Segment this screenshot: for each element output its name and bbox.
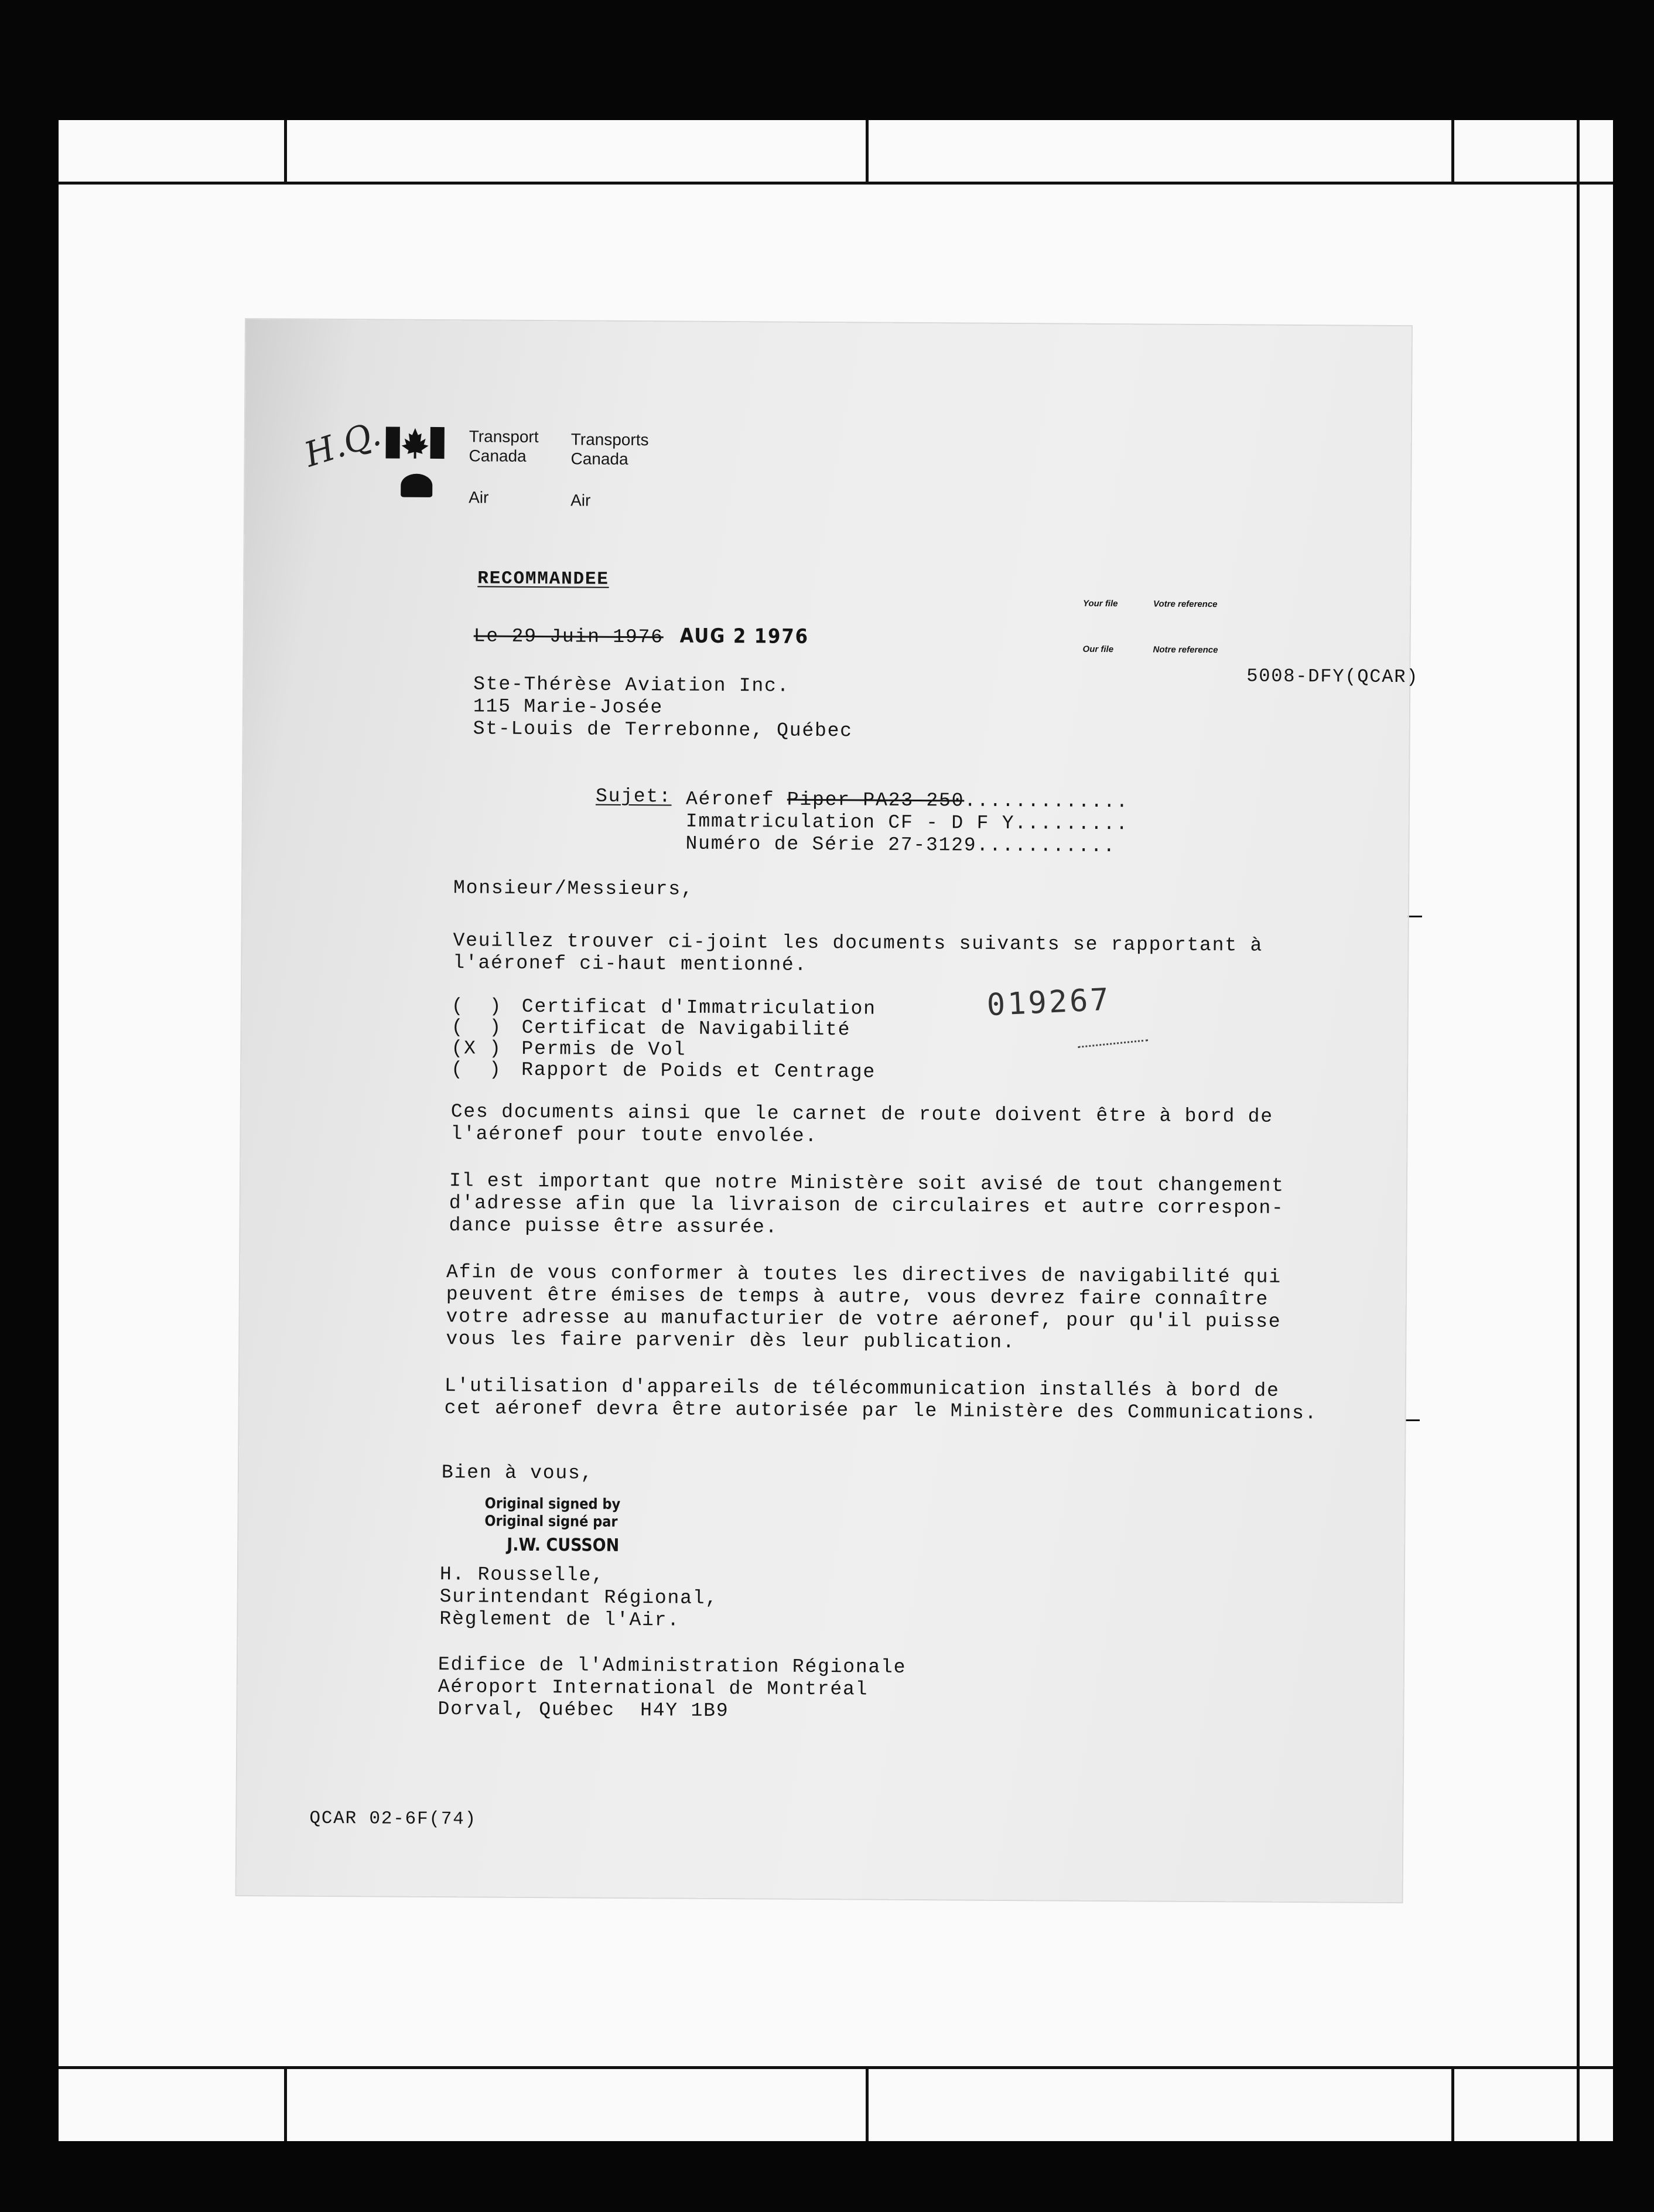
form-code: QCAR 02-6F(74): [309, 1808, 477, 1830]
recipient-line-3: St-Louis de Terrebonne, Québec: [473, 718, 853, 742]
checklist-box-3: (X ): [451, 1037, 502, 1060]
checklist-box-4: ( ): [451, 1059, 502, 1081]
top-tick-left: [284, 120, 287, 183]
subject-aircraft: Aéronef Piper PA23-250.............: [685, 788, 1129, 813]
subject-registration: Immatriculation CF - D F Y.........: [685, 810, 1129, 835]
handwritten-note: H.Q.: [299, 413, 386, 475]
stamp-smudge: [1078, 1039, 1148, 1052]
country-fr: Canada: [570, 449, 628, 468]
top-tick-right: [1451, 120, 1454, 183]
dept-fr: Transports: [570, 430, 649, 449]
votre-reference-label: Votre reference: [1153, 599, 1218, 610]
intro-line-1: Veuillez trouver ci-joint les documents suivants se rapportant à: [453, 930, 1263, 957]
wordmark-blot: [401, 474, 432, 497]
recipient-line-2: 115 Marie-Josée: [473, 695, 664, 719]
para-1-line-2: l'aéronef pour toute envolée.: [450, 1123, 818, 1147]
signature-stamp-line-2: Original signé par: [484, 1512, 618, 1530]
your-file-label: Your file: [1083, 598, 1118, 609]
top-tick-middle: [866, 120, 869, 183]
para-3-line-2: peuvent être émises de temps à autre, vous devrez faire connaître: [446, 1283, 1269, 1310]
signatory-line-2: Surintendant Régional,: [439, 1586, 719, 1609]
para-4-line-2: cet aéronef devra être autorisée par le Ministère des Communications.: [444, 1397, 1318, 1425]
checklist-label-2: Certificat de Navigabilité: [521, 1016, 851, 1041]
checklist-box-1: ( ): [451, 995, 503, 1018]
closing: Bien à vous,: [441, 1462, 594, 1484]
division-fr: Air: [570, 491, 591, 510]
checklist-label-3: Permis de Vol: [521, 1037, 686, 1061]
para-3-line-4: vous les faire parvenir dès leur publication.: [446, 1328, 1016, 1354]
office-address-line-2: Aéroport International de Montréal: [438, 1676, 869, 1701]
signature-stamp-name: J.W. CUSSON: [507, 1534, 620, 1556]
file-number-stamp: 019267: [986, 982, 1112, 1023]
checklist-label-4: Rapport de Poids et Centrage: [521, 1059, 876, 1083]
our-file-number: 5008-DFY(QCAR): [1246, 665, 1419, 688]
para-3-line-1: Afin de vous conformer à toutes les directives de navigabilité qui: [446, 1261, 1281, 1288]
right-rule: [1577, 120, 1580, 2141]
subject-label: Sujet:: [595, 785, 672, 808]
signature-stamp-line-1: Original signed by: [484, 1494, 621, 1513]
notre-reference-label: Notre reference: [1153, 644, 1218, 656]
bottom-tick-right: [1451, 2066, 1454, 2141]
signatory-line-1: H. Rousselle,: [439, 1564, 604, 1586]
top-rule: [59, 182, 1613, 185]
bottom-tick-left: [284, 2066, 287, 2141]
signatory-line-3: Règlement de l'Air.: [439, 1608, 681, 1631]
country-en: Canada: [469, 446, 527, 465]
our-file-label: Our file: [1082, 644, 1114, 655]
letter-sheet: [237, 319, 1419, 1902]
office-address-line-3: Dorval, Québec H4Y 1B9: [438, 1698, 729, 1722]
bottom-rule: [59, 2066, 1613, 2069]
para-2-line-2: d'adresse afin que la livraison de circulaires et autre correspon-: [449, 1192, 1284, 1219]
bottom-tick-middle: [866, 2066, 869, 2141]
para-1-line-1: Ces documents ainsi que le carnet de route doivent être à bord de: [450, 1101, 1274, 1128]
office-address-line-1: Edifice de l'Administration Régionale: [438, 1654, 907, 1678]
subject-serial: Numéro de Série 27-3129...........: [685, 832, 1116, 858]
para-3-line-3: votre adresse au manufacturier de votre aéronef, pour qu'il puisse: [446, 1306, 1281, 1333]
salutation: Monsieur/Messieurs,: [453, 877, 694, 900]
para-4-line-1: L'utilisation d'appareils de télécommunication installés à bord de: [444, 1375, 1280, 1402]
recipient-line-1: Ste-Thérèse Aviation Inc.: [473, 673, 790, 697]
date-stamp: AUG 2 1976: [679, 624, 809, 648]
checklist-label-1: Certificat d'Immatriculation: [521, 995, 876, 1020]
dept-en: Transport: [469, 427, 539, 446]
para-2-line-3: dance puisse être assurée.: [449, 1214, 778, 1238]
checklist-box-2: ( ): [451, 1016, 503, 1039]
canada-flag-logo: [385, 424, 446, 461]
intro-line-2: l'aéronef ci-haut mentionné.: [453, 952, 808, 976]
registered-label: RECOMMANDEE: [477, 568, 609, 590]
date-struck: Le 29 Juin 1976: [473, 625, 664, 648]
para-2-line-1: Il est important que notre Ministère soit avisé de tout changement: [449, 1170, 1284, 1197]
division-en: Air: [469, 488, 489, 507]
